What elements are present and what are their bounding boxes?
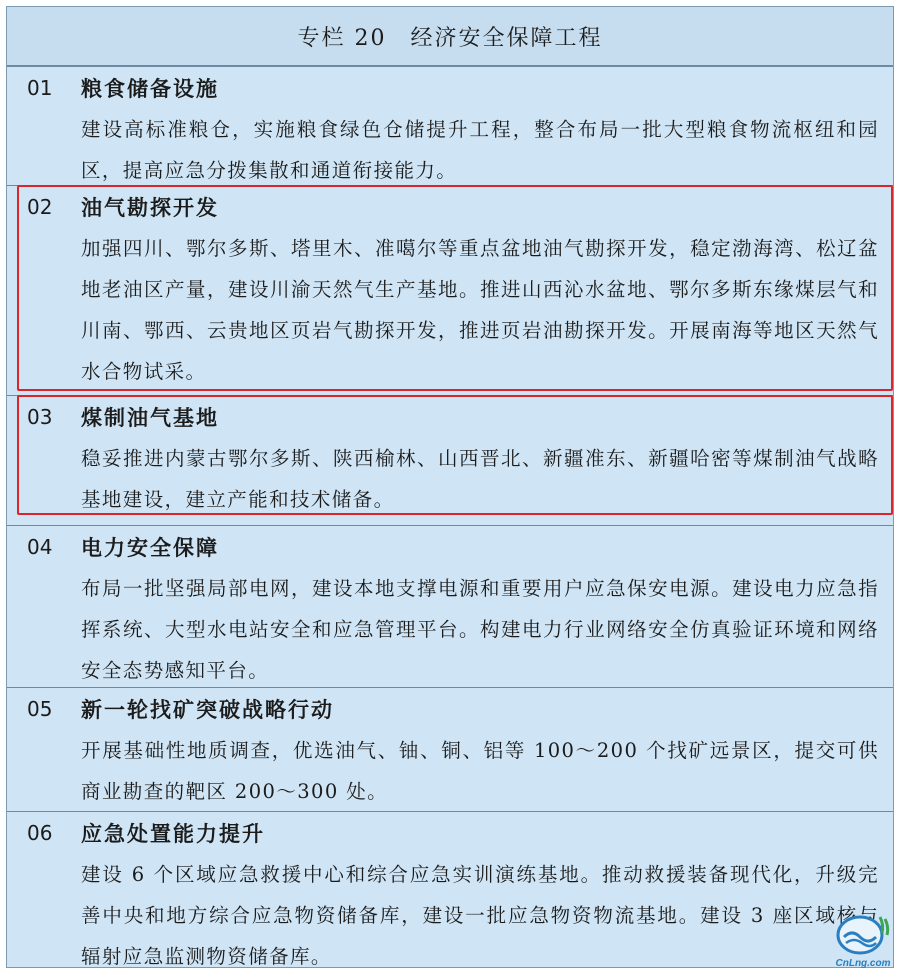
section-03 <box>7 395 893 525</box>
section-title: 新一轮找矿突破战略行动 <box>81 694 334 724</box>
section-05 <box>7 687 893 811</box>
section-title: 煤制油气基地 <box>81 402 219 432</box>
watermark-text: CnLng.com <box>836 958 891 969</box>
box-title: 专栏 20 经济安全保障工程 <box>7 7 893 67</box>
section-number: 06 <box>27 821 81 845</box>
section-number: 01 <box>27 76 81 100</box>
section-title: 油气勘探开发 <box>81 192 219 222</box>
section-body: 稳妥推进内蒙古鄂尔多斯、陕西榆林、山西晋北、新疆准东、新疆哈密等煤制油气战略基地建设，建立产能和技术储备。 <box>81 438 879 520</box>
section-01 <box>7 67 893 185</box>
section-title: 应急处置能力提升 <box>81 818 265 848</box>
section-number: 02 <box>27 195 81 219</box>
section-number: 03 <box>27 405 81 429</box>
feature-box <box>6 6 894 968</box>
cnlng-logo-icon <box>832 907 894 969</box>
section-body: 加强四川、鄂尔多斯、塔里木、准噶尔等重点盆地油气勘探开发，稳定渤海湾、松辽盆地老油区产量，建设川渝天然气生产基地。推进山西沁水盆地、鄂尔多斯东缘煤层气和川南、鄂西、云贵地区页岩气勘探开发，推进页岩油勘探开发。开展南海等地区天然气水合物试采。 <box>81 228 879 392</box>
section-04 <box>7 525 893 687</box>
section-body: 建设高标准粮仓，实施粮食绿色仓储提升工程，整合布局一批大型粮食物流枢纽和园区，提高应急分拨集散和通道衔接能力。 <box>81 109 879 191</box>
section-02 <box>7 185 893 395</box>
section-number: 05 <box>27 697 81 721</box>
section-body: 布局一批坚强局部电网，建设本地支撑电源和重要用户应急保安电源。建设电力应急指挥系统、大型水电站安全和应急管理平台。构建电力行业网络安全仿真验证环境和网络安全态势感知平台。 <box>81 568 879 691</box>
section-body: 开展基础性地质调查，优选油气、铀、铜、铝等 100～200 个找矿远景区，提交可供商业勘查的靶区 200～300 处。 <box>81 730 879 812</box>
section-number: 04 <box>27 535 81 559</box>
section-title: 电力安全保障 <box>81 532 219 562</box>
section-title: 粮食储备设施 <box>81 73 219 103</box>
section-body: 建设 6 个区域应急救援中心和综合应急实训演练基地。推动救援装备现代化，升级完善中央和地方综合应急物资储备库，建设一批应急物资物流基地。建设 3 座区域核与辐射应急监测物资储备库。 <box>81 854 879 977</box>
section-06 <box>7 811 893 977</box>
